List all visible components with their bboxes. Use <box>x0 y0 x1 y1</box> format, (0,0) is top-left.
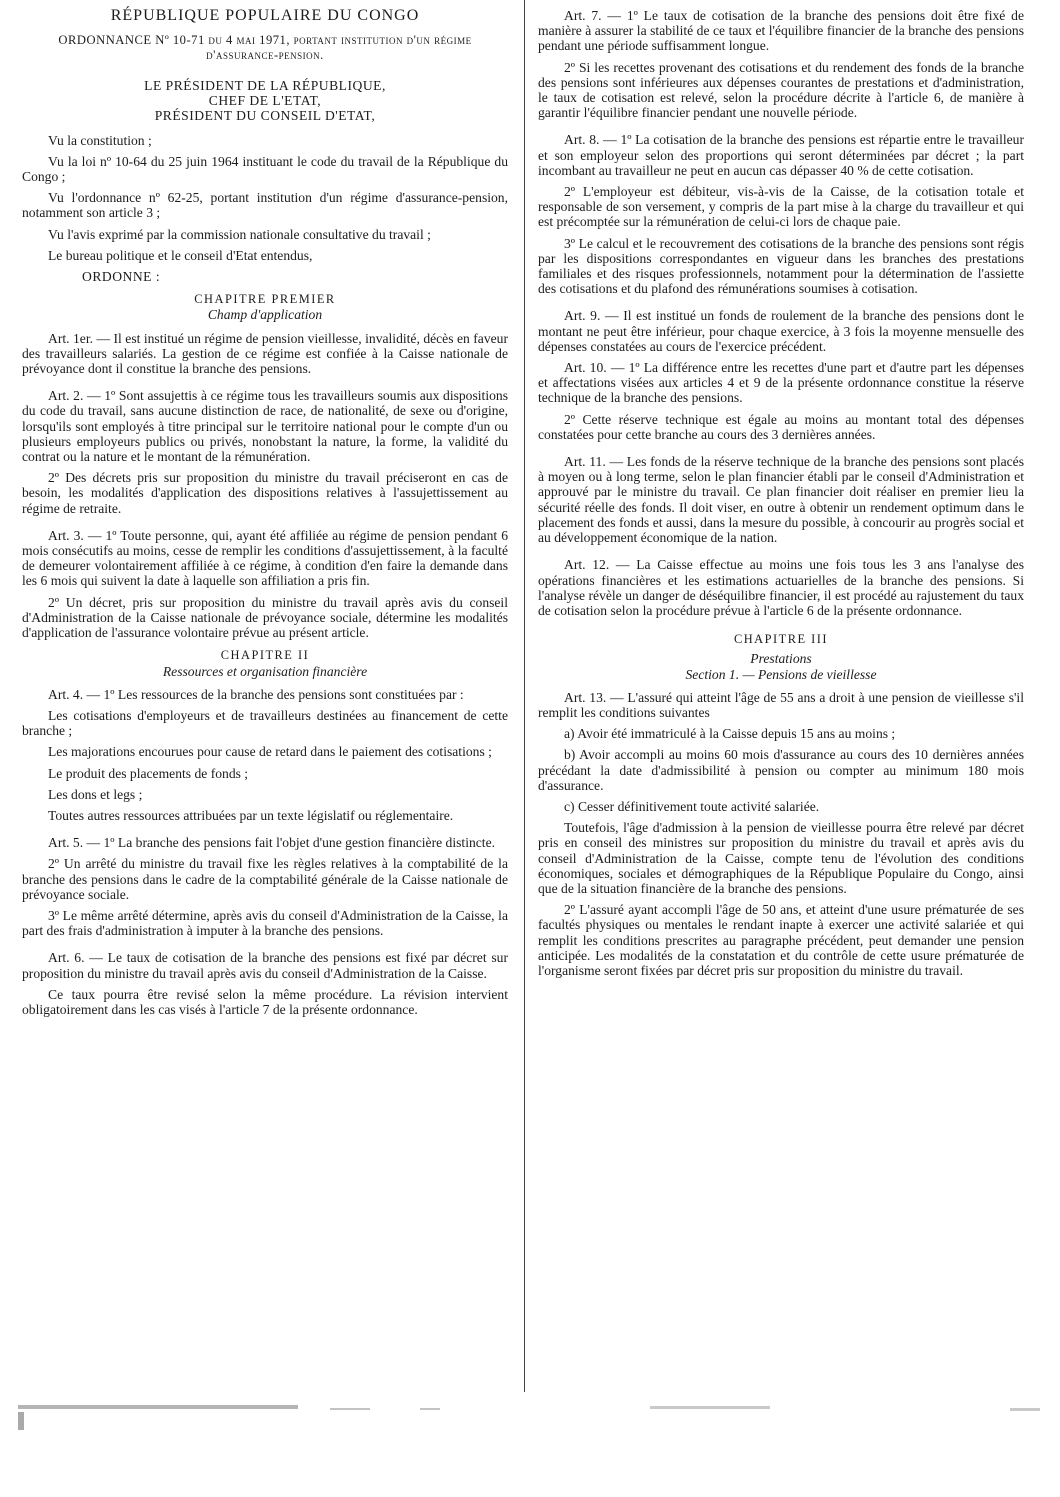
article-12: Art. 12. — La Caisse effectue au moins une fois tous les 3 ans l'analyse des opérations financières et les estimations actuarielles de la branche des pensions. Si l'analyse révèle un danger de déséquilibre financier, il est procédé au rajustement du taux de cotisation selon la procédure prévue à l'article 6 de la présente ordonnance. <box>538 557 1024 618</box>
article-5-para-3: 3º Le même arrêté détermine, après avis du conseil d'Administration de la Caisse, la part des frais d'administration à imputer à la branche des pensions. <box>22 907 508 939</box>
article-4-item-b: Les majorations encourues pour cause de retard dans le paiement des cotisations ; <box>48 744 492 760</box>
article-7-para-2: 2º Si les recettes provenant des cotisations et du rendement des fonds de la branche des pensions sont inférieures aux dépenses courantes de prestations et d'administration, le taux de cotisation est relevé, selon la procédure décrite à l'article 6, de manière à garantir l'équilibre financier pendant une nouvelle période. <box>538 59 1024 121</box>
article-13-intro: Art. 13. — L'assuré qui atteint l'âge de 55 ans a droit à une pension de vieillesse s'il remplit les conditions suivantes <box>538 689 1024 720</box>
article-8-para-3: 3º Le calcul et le recouvrement des cotisations de la branche des pensions sont régis par les dispositions correspondantes en vigueur dans les branches des prestations familiales et des risques professionnels, notamment pour la détermination de l'assiette des cotisations et du plafond des rémunérations soumises à cotisation. <box>538 235 1024 297</box>
chapter-1-title: CHAPITRE PREMIER <box>194 292 336 307</box>
scan-noise <box>0 1400 1060 1450</box>
article-2-para-2: 2º Des décrets pris sur proposition du ministre du travail préciseront en cas de besoin, les modalités d'application des dispositions relatives à l'assujettissement au régime de retraite. <box>22 470 508 516</box>
ordonne: ORDONNE : <box>82 269 161 285</box>
ordonnance-title: ORDONNANCE Nº 10-71 du 4 mai 1971, portant institution d'un régime d'assurance-pension. <box>58 33 472 63</box>
article-5-para-2: 2º Un arrêté du ministre du travail fixe les règles relatives à la comptabilité de la branche des pensions dans le cadre de la comptabilité générale de la Caisse nationale de prévoyance sociale. <box>22 856 508 902</box>
vu-loi: Vu la loi nº 10-64 du 25 juin 1964 instituant le code du travail de la République du Congo ; <box>22 153 508 185</box>
article-4-item-a: Les cotisations d'employeurs et de travailleurs destinées au financement de cette branche ; <box>22 707 508 739</box>
article-3-para-2: 2º Un décret, pris sur proposition du ministre du travail après avis du conseil d'Administration de la Caisse nationale de prévoyance sociale, détermine les modalités d'application de l'assurance volontaire prévue au présent article. <box>22 594 508 641</box>
article-9: Art. 9. — Il est institué un fonds de roulement de la branche des pensions dont le montant ne peut être inférieur, pour chaque exercice, à 3 fois la moyenne mensuelle des dépenses constatées au cours de l'exercice précédent. <box>538 308 1024 354</box>
article-5-para-1: Art. 5. — 1º La branche des pensions fait l'objet d'une gestion financière distincte. <box>48 835 496 851</box>
article-4-item-e: Toutes autres ressources attribuées par un texte législatif ou réglementaire. <box>48 807 454 823</box>
vu-ordonnance: Vu l'ordonnance nº 62-25, portant institution d'un régime d'assurance-pension, notamment son article 3 ; <box>22 190 508 221</box>
republic-title: RÉPUBLIQUE POPULAIRE DU CONGO <box>110 7 420 24</box>
left-column <box>22 8 508 1023</box>
president-block <box>22 78 508 123</box>
article-13-item-a: a) Avoir été immatriculé à la Caisse depuis 15 ans au moins ; <box>564 726 896 742</box>
article-8-para-2: 2º L'employeur est débiteur, vis-à-vis de la Caisse, de la cotisation totale et responsable de son versement, y compris de la part mise à la charge du travailleur et qui est précomptée sur la rémunération de celui-ci lors de chaque paie. <box>538 184 1024 230</box>
article-11: Art. 11. — Les fonds de la réserve technique de la branche des pensions sont placés à moyen ou à long terme, selon le plan financier établi par le conseil d'Administration et approuvé par le ministre du travail. Ce plan financier doit réaliser en premier lieu la sécurité réelle des fonds. Il doit viser, en outre à obtenir un rendement optimum dans le placement des fonds et aussi, dans la mesure du possible, à concourir au progrès social et au développement économique de la nation. <box>538 454 1024 546</box>
article-8-para-1: Art. 8. — 1º La cotisation de la branche des pensions est répartie entre le travailleur et son employeur selon des proportions qui seront déterminées par décret ; la part incombant au travailleur ne peut en aucun cas dépasser 40 % de cette cotisation. <box>538 132 1024 178</box>
article-6-para-1: Art. 6. — Le taux de cotisation de la branche des pensions est fixé par décret sur proposition du ministre du travail après avis du conseil d'Administration de la Caisse. <box>22 950 508 981</box>
article-6-para-2: Ce taux pourra être revisé selon la même procédure. La révision intervient obligatoirement dans les cas visés à l'article 7 de la présente ordonnance. <box>22 986 508 1017</box>
article-7-para-1: Art. 7. — 1º Le taux de cotisation de la branche des pensions doit être fixé de manière à assurer la stabilité de ce taux et l'équilibre financier de la branche des pensions pendant une période suffisamment longue. <box>538 8 1024 54</box>
chapter-3-subtitle: Prestations <box>750 651 812 667</box>
chapter-1-subtitle: Champ d'application <box>207 307 323 323</box>
president-line-2: CHEF DE L'ETAT, <box>208 92 322 108</box>
article-2-para-1: Art. 2. — 1º Sont assujettis à ce régime tous les travailleurs soumis aux dispositions du code du travail, sans aucune distinction de race, de nationalité, de sexe ou d'origine, lorsqu'ils sont employés à titre principal sur le territoire national pour le compte d'un ou plusieurs employeurs publics ou privés, nonobstant la nature, la forme, la validité du contrat ou la nature et le montant de la rémunération. <box>22 388 508 465</box>
entendus: Le bureau politique et le conseil d'Etat entendus, <box>48 247 313 263</box>
chapter-3-title: CHAPITRE III <box>733 632 829 647</box>
vu-constitution: Vu la constitution ; <box>48 132 152 148</box>
section-1-title: Section 1. — Pensions de vieillesse <box>685 666 877 682</box>
president-line-3: PRÉSIDENT DU CONSEIL D'ETAT, <box>154 107 376 123</box>
article-10-para-1: Art. 10. — 1º La différence entre les recettes d'une part et d'autre part les dépenses et affectations visées aux articles 4 et 9 de la présente ordonnance constitue la réserve technique de la branche des pensions. <box>538 360 1024 406</box>
right-column <box>538 8 1024 984</box>
chapter-2-title: CHAPITRE II <box>220 648 310 663</box>
article-3-para-1: Art. 3. — 1º Toute personne, qui, ayant été affiliée au régime de pension pendant 6 mois consécutifs au moins, cesse de remplir les conditions d'assujettissement, à la faculté de demeurer volontairement affiliée à ce régime, à condition d'en faire la demande dans les 6 mois qui suivent la date à laquelle son affiliation a pris fin. <box>22 527 508 589</box>
article-10-para-2: 2º Cette réserve technique est égale au moins au montant total des dépenses constatées pour cette branche au cours des 3 dernières années. <box>538 411 1024 442</box>
article-4-intro: Art. 4. — 1º Les ressources de la branche des pensions sont constituées par : <box>48 686 464 702</box>
president-line-1: LE PRÉSIDENT DE LA RÉPUBLIQUE, <box>144 77 386 93</box>
article-4-item-c: Le produit des placements de fonds ; <box>48 765 249 781</box>
article-13-item-c: c) Cesser définitivement toute activité salariée. <box>564 798 820 814</box>
chapter-2-subtitle: Ressources et organisation financière <box>162 663 368 679</box>
article-13-para-2: 2º L'assuré ayant accompli l'âge de 50 ans, et atteint d'une usure prématurée de ses facultés physiques ou mentales le rendant inapte à exercer une activité salariée et qui remplit les conditions prescrites au paragraphe précédent, peut demander une pension anticipée. Les modalités de la constatation et du contrôle de cette usure prématurée de l'organisme seront fixées par décret pris sur proposition du ministre du travail. <box>538 902 1024 978</box>
article-4-item-d: Les dons et legs ; <box>48 786 143 802</box>
article-13-item-b: b) Avoir accompli au moins 60 mois d'assurance au cours des 10 dernières années précédant la date d'admissibilité à pension ou compter au minimum 180 mois d'assurance. <box>538 747 1024 793</box>
vu-avis: Vu l'avis exprimé par la commission nationale consultative du travail ; <box>48 226 431 242</box>
column-divider <box>524 0 525 1392</box>
article-1: Art. 1er. — Il est institué un régime de pension vieillesse, invalidité, décès en faveur des travailleurs salariés. La gestion de ce régime est confiée à la Caisse nationale de prévoyance dont il constitue la branche des pensions. <box>22 330 508 377</box>
article-13-toutefois: Toutefois, l'âge d'admission à la pension de vieillesse pourra être relevé par décret pris en conseil des ministres sur proposition du ministre du travail et après avis du conseil d'Administration de la Caisse, compte tenu de l'évolution des conditions économiques, sociales et démographiques de la République Populaire du Congo, ainsi que de la situation financière de la branche des pensions. <box>538 820 1024 896</box>
